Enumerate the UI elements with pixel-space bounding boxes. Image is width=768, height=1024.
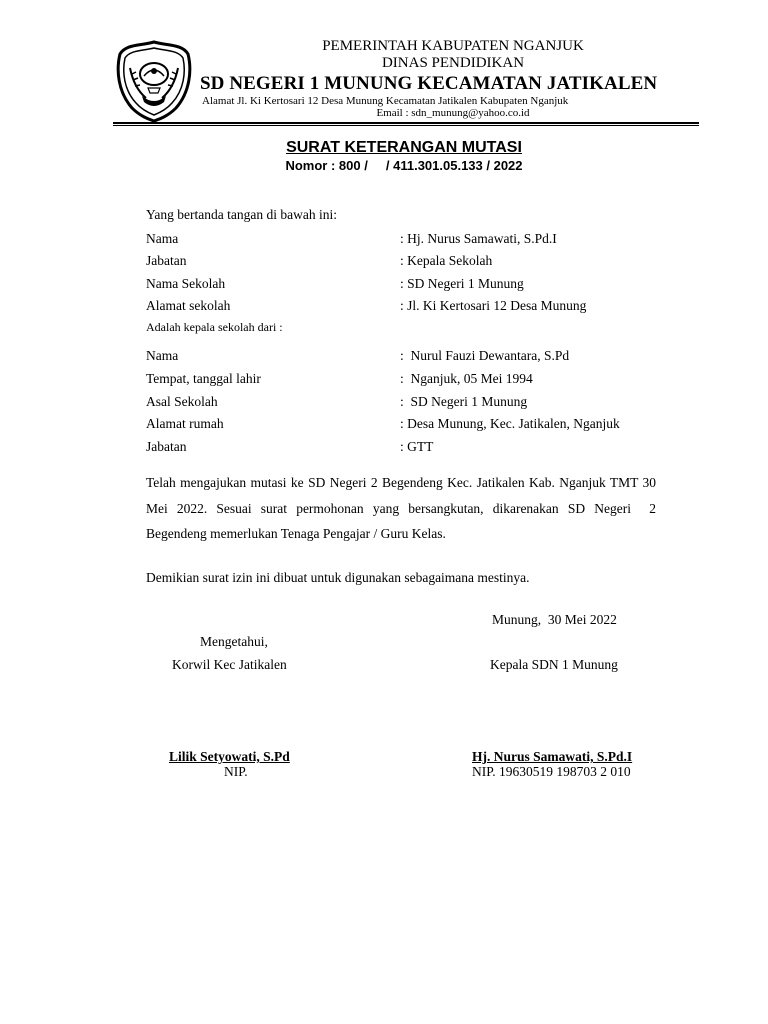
signer-address-value: : Jl. Ki Kertosari 12 Desa Munung [400, 298, 587, 313]
left-sign-title: Korwil Kec Jatikalen [172, 657, 287, 672]
signer-school-value: : SD Negeri 1 Munung [400, 276, 524, 291]
intro-text: Yang bertanda tangan di bawah ini: [146, 207, 337, 222]
transition-text: Adalah kepala sekolah dari : [146, 320, 283, 334]
subject-birth-label: Tempat, tanggal lahir [146, 371, 261, 386]
signer-position-label: Jabatan [146, 253, 187, 268]
header-rule-thick [113, 122, 699, 124]
closing-text: Demikian surat izin ini dibuat untuk digunakan sebagaimana mestinya. [146, 570, 530, 585]
signer-address-label: Alamat sekolah [146, 298, 231, 313]
place-date: Munung, 30 Mei 2022 [492, 612, 617, 627]
subject-position-label: Jabatan [146, 439, 187, 454]
header-department: DINAS PENDIDIKAN [381, 55, 525, 71]
subject-position-value: : GTT [400, 439, 434, 454]
mutation-paragraph: Telah mengajukan mutasi ke SD Negeri 2 Begendeng Kec. Jatikalen Kab. Nganjuk TMT 30 Mei 2022. Sesuai surat permohonan yang bersangkutan, dikarenakan SD Negeri 2 Begendeng memerlukan Tenaga Pengajar / Guru Kelas. [146, 475, 660, 541]
header-address: Alamat Jl. Ki Kertosari 12 Desa Munung Kecamatan Jatikalen Kabupaten Nganjuk [202, 95, 569, 107]
subject-origin-school-label: Asal Sekolah [146, 394, 218, 409]
subject-birth-value: : Nganjuk, 05 Mei 1994 [400, 371, 533, 386]
subject-name-label: Nama [146, 348, 179, 363]
subject-origin-school-value: : SD Negeri 1 Munung [400, 394, 528, 409]
header-school-name: SD NEGERI 1 MUNUNG KECAMATAN JATIKALEN [200, 73, 658, 94]
signer-school-label: Nama Sekolah [146, 276, 226, 291]
right-sign-nip: NIP. 19630519 198703 2 010 [472, 764, 631, 779]
signer-name-label: Nama [146, 231, 179, 246]
left-sign-nip: NIP. [224, 764, 248, 779]
header-government: PEMERINTAH KABUPATEN NGANJUK [322, 38, 584, 54]
right-sign-title: Kepala SDN 1 Munung [490, 657, 618, 672]
left-sign-name: Lilik Setyowati, S.Pd [169, 749, 290, 764]
signer-name-value: : Hj. Nurus Samawati, S.Pd.I [400, 231, 557, 246]
left-sign-acknowledged: Mengetahui, [200, 634, 268, 649]
subject-home-address-label: Alamat rumah [146, 416, 224, 431]
header-rule-thin [113, 125, 699, 126]
subject-home-address-value: : Desa Munung, Kec. Jatikalen, Nganjuk [400, 416, 620, 431]
right-sign-name: Hj. Nurus Samawati, S.Pd.I [472, 749, 633, 764]
document-title: SURAT KETERANGAN MUTASI [286, 139, 522, 156]
document-number: Nomor : 800 / / 411.301.05.133 / 2022 [285, 158, 523, 173]
signer-position-value: : Kepala Sekolah [400, 253, 493, 268]
subject-name-value: : Nurul Fauzi Dewantara, S.Pd [400, 348, 570, 363]
header-email: Email : sdn_munung@yahoo.co.id [376, 107, 530, 119]
